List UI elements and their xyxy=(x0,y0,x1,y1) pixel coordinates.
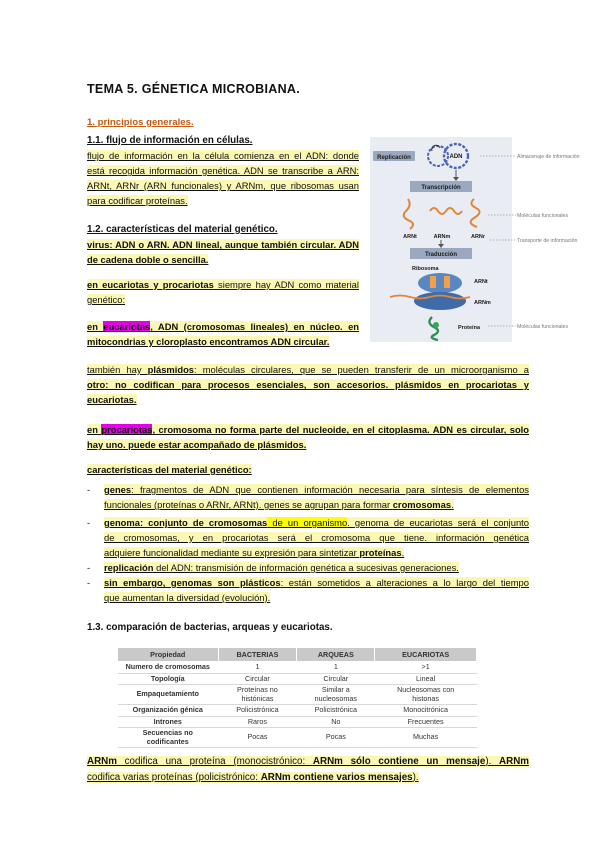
final-paragraph: ARNm codifica una proteína (monocistrónico: ARNm sólo contiene un mensaje). ARNm codifica varias proteínas (policistrónico: ARNm contiene varios mensajes). xyxy=(87,756,529,783)
side-label-2: Moléculas funcionales xyxy=(517,213,569,219)
traduccion-label: Traducción xyxy=(424,252,458,258)
section-1-3-heading: 1.3. comparación de bacterias, arqueas y eucariotas. xyxy=(87,622,333,633)
arnt-label: ARNt xyxy=(403,234,417,240)
page-title: TEMA 5. GÉNETICA MICROBIANA. xyxy=(87,82,301,96)
table-cell: Organización génica xyxy=(118,705,219,717)
section-1-1 xyxy=(87,133,359,208)
table-row xyxy=(118,673,477,685)
table-row xyxy=(118,705,477,717)
table-cell: Policistrónica xyxy=(218,705,297,717)
list-item-replicacion: - replicación del ADN: transmisión de información genética a sucesivas generaciones. xyxy=(87,562,459,573)
proteina-label: Proteína xyxy=(458,325,481,331)
table-row xyxy=(118,662,477,674)
plasmid-paragraph: también hay plásmidos: moléculas circulares, que se pueden transferir de un microorganismo a otro: no codifican para procesos esenciales, son accesorios. plásmidos en procariotas y eucariotas. xyxy=(87,364,529,405)
table-cell: Circular xyxy=(218,673,297,685)
list-item-plasticos: - sin embargo, genomas son plásticos: están sometidos a alteraciones a lo largo del tiempo que aumentan la diversidad (evolución). xyxy=(87,577,529,603)
table-cell: Pocas xyxy=(218,728,297,748)
table-cell: >1 xyxy=(375,662,477,674)
ribosoma-label: Ribosoma xyxy=(412,266,439,272)
list-item-genoma: - genoma: conjunto de cromosomas de un organismo. genoma de eucariotas será el conjunto de cromosomas, y en procariotas será el cromosoma que tiene. información genética adquiere funcionalidad mediante su expresión para sintetizar proteínas. xyxy=(87,517,529,558)
characteristics-section xyxy=(87,462,529,605)
table-cell: Nucleosomas con histonas xyxy=(375,685,477,705)
arnm-label: ARNm xyxy=(433,234,451,240)
s12-line-2: de cadena doble o sencilla. xyxy=(87,254,209,265)
highlight-procariotas: procariotas xyxy=(101,424,153,435)
s11-line-3: ARNt, ARNr (ARN funcionales) y ARNm, que ribosomas usan xyxy=(87,180,359,191)
arnm2-label: ARNm xyxy=(474,300,491,306)
characteristics-heading: características del material genético: xyxy=(87,464,252,475)
s12-paragraph-2: en eucariotas y procariotas siempre hay ADN como material genético: xyxy=(87,279,359,305)
side-label-1: Almacenaje de información xyxy=(517,154,580,160)
highlight-eucariotas: eucariotas xyxy=(103,321,151,332)
table-header: BACTERIAS xyxy=(218,648,297,662)
table-header: Propiedad xyxy=(118,648,219,662)
table-row xyxy=(118,716,477,728)
table-cell: Numero de cromosomas xyxy=(118,662,219,674)
table-cell: Secuencias no codificantes xyxy=(118,728,219,748)
table-cell: Muchas xyxy=(375,728,477,748)
table-cell: Pocas xyxy=(297,728,375,748)
adn-label: ADN xyxy=(449,154,463,160)
s11-line-4: para codificar proteínas. xyxy=(87,195,188,206)
table-cell: 1 xyxy=(218,662,297,674)
table-cell: No xyxy=(297,716,375,728)
table-cell: Topología xyxy=(118,673,219,685)
section-1-2 xyxy=(87,222,359,267)
table-cell: Monocitrónica xyxy=(375,705,477,717)
table-cell: Intrones xyxy=(118,716,219,728)
ribosoma-upper-icon xyxy=(418,273,462,293)
table-cell: Circular xyxy=(297,673,375,685)
s11-line-1: flujo de información en la célula comienza en el ADN: donde xyxy=(87,150,359,161)
table-cell: Proteínas no histónicas xyxy=(218,685,297,705)
table-header: ARQUEAS xyxy=(297,648,375,662)
table-row xyxy=(118,685,477,705)
table-cell: Frecuentes xyxy=(375,716,477,728)
prokaryote-paragraph: en procariotas, cromosoma no forma parte del nucleoide, en el citoplasma. ADN es circular, solo hay uno. puede estar acompañado de plásmidos. xyxy=(87,424,530,450)
side-label-4: Moléculas funcionales xyxy=(517,324,569,330)
section-1-heading: 1. principios generales. xyxy=(87,117,194,128)
table-cell: Raros xyxy=(218,716,297,728)
replicacion-label: Replicación xyxy=(377,155,411,161)
table-cell: 1 xyxy=(297,662,375,674)
arnr-label: ARNr xyxy=(470,234,486,240)
table-cell: Lineal xyxy=(375,673,477,685)
s12-line-1: virus: ADN o ARN. ADN lineal, aunque también circular. ADN xyxy=(87,239,359,250)
s11-line-2: está recogida información genética. ADN se transcribe a ARN: xyxy=(87,165,359,176)
table-cell: Policistrónica xyxy=(297,705,375,717)
comparison-table-wrapper xyxy=(117,647,477,748)
table-header: EUCARIOTAS xyxy=(375,648,477,662)
information-flow-diagram xyxy=(370,137,600,342)
comparison-table xyxy=(117,647,477,748)
section-1-1-heading: 1.1. flujo de información en células. xyxy=(87,135,253,146)
side-label-3: Transporte de información xyxy=(517,238,578,244)
table-row xyxy=(118,728,477,748)
list-item-genes: - genes: fragmentos de ADN que contienen información necesaria para síntesis de elementos funcionales (proteínas o ARNr, ARNt). genes se agrupan para formar cromosomas. xyxy=(87,484,529,510)
table-cell: Similar a nucleosomas xyxy=(297,685,375,705)
transcripcion-label: Transcripción xyxy=(421,185,461,191)
section-1-2-heading: 1.2. características del material genético. xyxy=(87,224,278,235)
arnt2-label: ARNt xyxy=(474,279,488,285)
table-cell: Empaquetamiento xyxy=(118,685,219,705)
s12-paragraph-3: en eucariotas, ADN (cromosomas lineales) en núcleo. en mitocondrias y cloroplasto encontramos ADN circular. xyxy=(87,321,360,347)
